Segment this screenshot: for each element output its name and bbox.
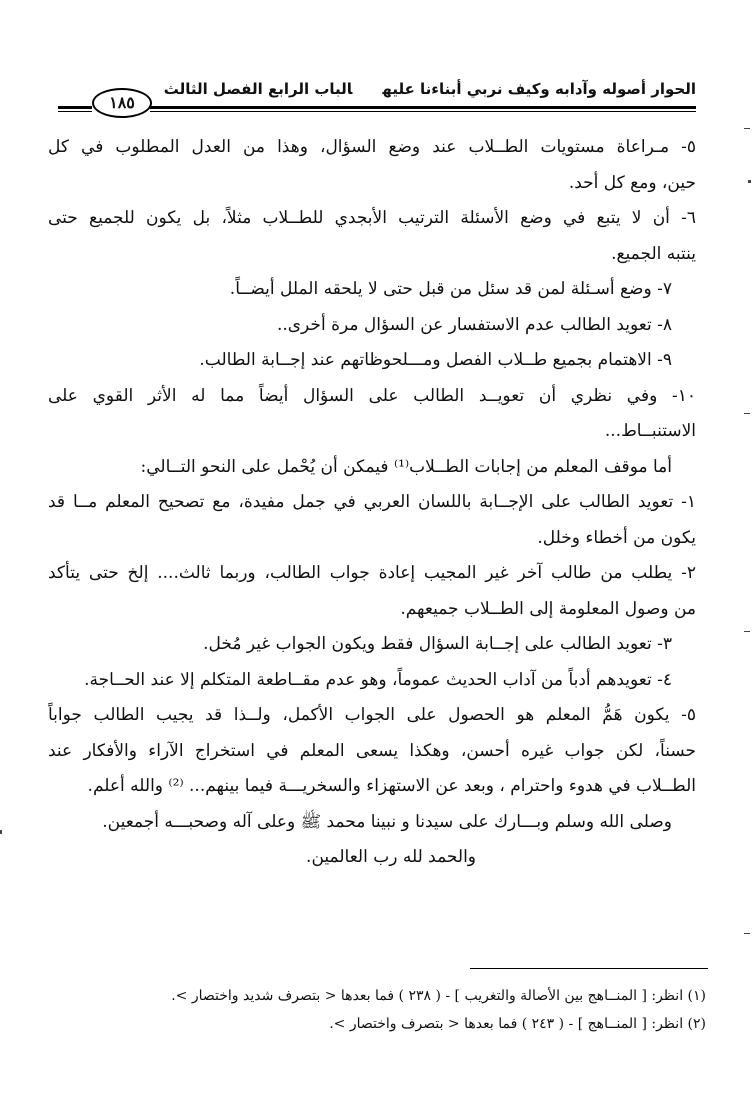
footnote-separator (470, 968, 708, 969)
header-rule-left-thin (58, 111, 92, 112)
text-line: ٥- مـراعاة مستويات الطــلاب عند وضع السؤال، وهذا من العدل المطلوب في كل (48, 137, 696, 157)
margin-mark (744, 933, 750, 934)
text-line: حسناً، لكن جواب غيره أحسن، وهكذا يسعى المعلم في استخراج الآراء والأفكار عند (48, 740, 696, 761)
header-book-title: الحوار أصوله وآدابه وكيف نربي أبناءنا عليه (382, 80, 696, 98)
header-titles (134, 80, 696, 98)
page-number: ١٨٥ (92, 88, 152, 118)
margin-mark (744, 128, 750, 129)
text-line: ٩- الاهتمام بجميع طــلاب الفصل ومـــلحوظاتهم عند إجــابة الطالب. (199, 350, 672, 370)
header-rule-left (58, 106, 92, 109)
margin-mark (744, 631, 750, 632)
footnote-1: (١) انظر: [ المنــاهج بين الأصالة والتغريب ] - ( ٢٣٨ ) فما بعدها < بتصرف شديد واختصار >. (171, 988, 706, 1004)
text-line: ٦- أن لا يتبع في وضع الأسئلة الترتيب الأبجدي للطــلاب مثلاً، بل يكون للجميع حتى (48, 208, 696, 228)
margin-mark (0, 830, 2, 834)
text-line: ٤- تعويدهم أدباً من آداب الحديث عموماً، وهو عدم مقــاطعة المتكلم إلا عند الحــاجة. (84, 669, 672, 690)
text-line: ١- تعويد الطالب على الإجــابة باللسان العربي في جمل مفيدة، مع تصحيح المعلم مــا قد (48, 492, 696, 512)
header-rule-thin (150, 111, 696, 112)
text-line: من وصول المعلومة إلى الطــلاب جميعهم. (400, 598, 696, 619)
footnotes (48, 982, 706, 1038)
text-line: والحمد لله رب العالمين. (306, 847, 476, 867)
header-chapter: الباب الرابع الفصل الثالث (163, 80, 353, 98)
margin-mark (744, 413, 750, 414)
text-line: الاستنبــاط... (604, 421, 696, 441)
margin-mark (748, 180, 751, 183)
header-rule (150, 106, 696, 109)
page-header (58, 80, 696, 122)
text-line: أما موقف المعلم من إجابات الطــلاب⁽¹⁾ فيمكن أن يُحْمل على النحو التــالي: (140, 456, 672, 477)
text-line: ٢- يطلب من طالب آخر غير المجيب إعادة جواب الطالب، وربما ثالث.... إلخ حتى يتأكد (48, 563, 696, 583)
text-line: حين، ومع كل أحد. (568, 172, 696, 193)
text-line: ٣- تعويد الطالب على إجــابة السؤال فقط ويكون الجواب غير مُخل. (203, 634, 672, 654)
footnote-2: (٢) انظر: [ المنــاهج ] - ( ٢٤٣ ) فما بعدها < بتصرف واختصار >. (329, 1016, 706, 1032)
text-line: ٥- يكون هَمُّ المعلم هو الحصول على الجواب الأكمل، ولــذا قد يجيب الطالب جواباً (48, 705, 696, 725)
text-line: يكون من أخطاء وخلل. (537, 527, 696, 548)
text-line: الطــلاب في هدوء واحترام ، وبعد عن الاستهزاء والسخريـــة فيما بينهم... ⁽²⁾ والله أعلم. (87, 776, 696, 796)
text-line: ١٠- وفي نظري أن تعويــد الطالب على السؤال أيضاً مما له الأثر القوي على (48, 385, 696, 406)
text-line: ينتبه الجميع. (611, 243, 696, 264)
text-line: ٨- تعويد الطالب عدم الاستفسار عن السؤال مرة أخرى.. (276, 314, 672, 335)
text-line: وصلى الله وسلم وبـــارك على سيدنا و نبينا محمد ﷺ وعلى آله وصحبـــه أجمعين. (102, 811, 672, 832)
body-text (48, 130, 696, 876)
text-line: ٧- وضع أسـئلة لمن قد سئل من قبل حتى لا يلحقه الملل أيضــاً. (229, 279, 672, 299)
